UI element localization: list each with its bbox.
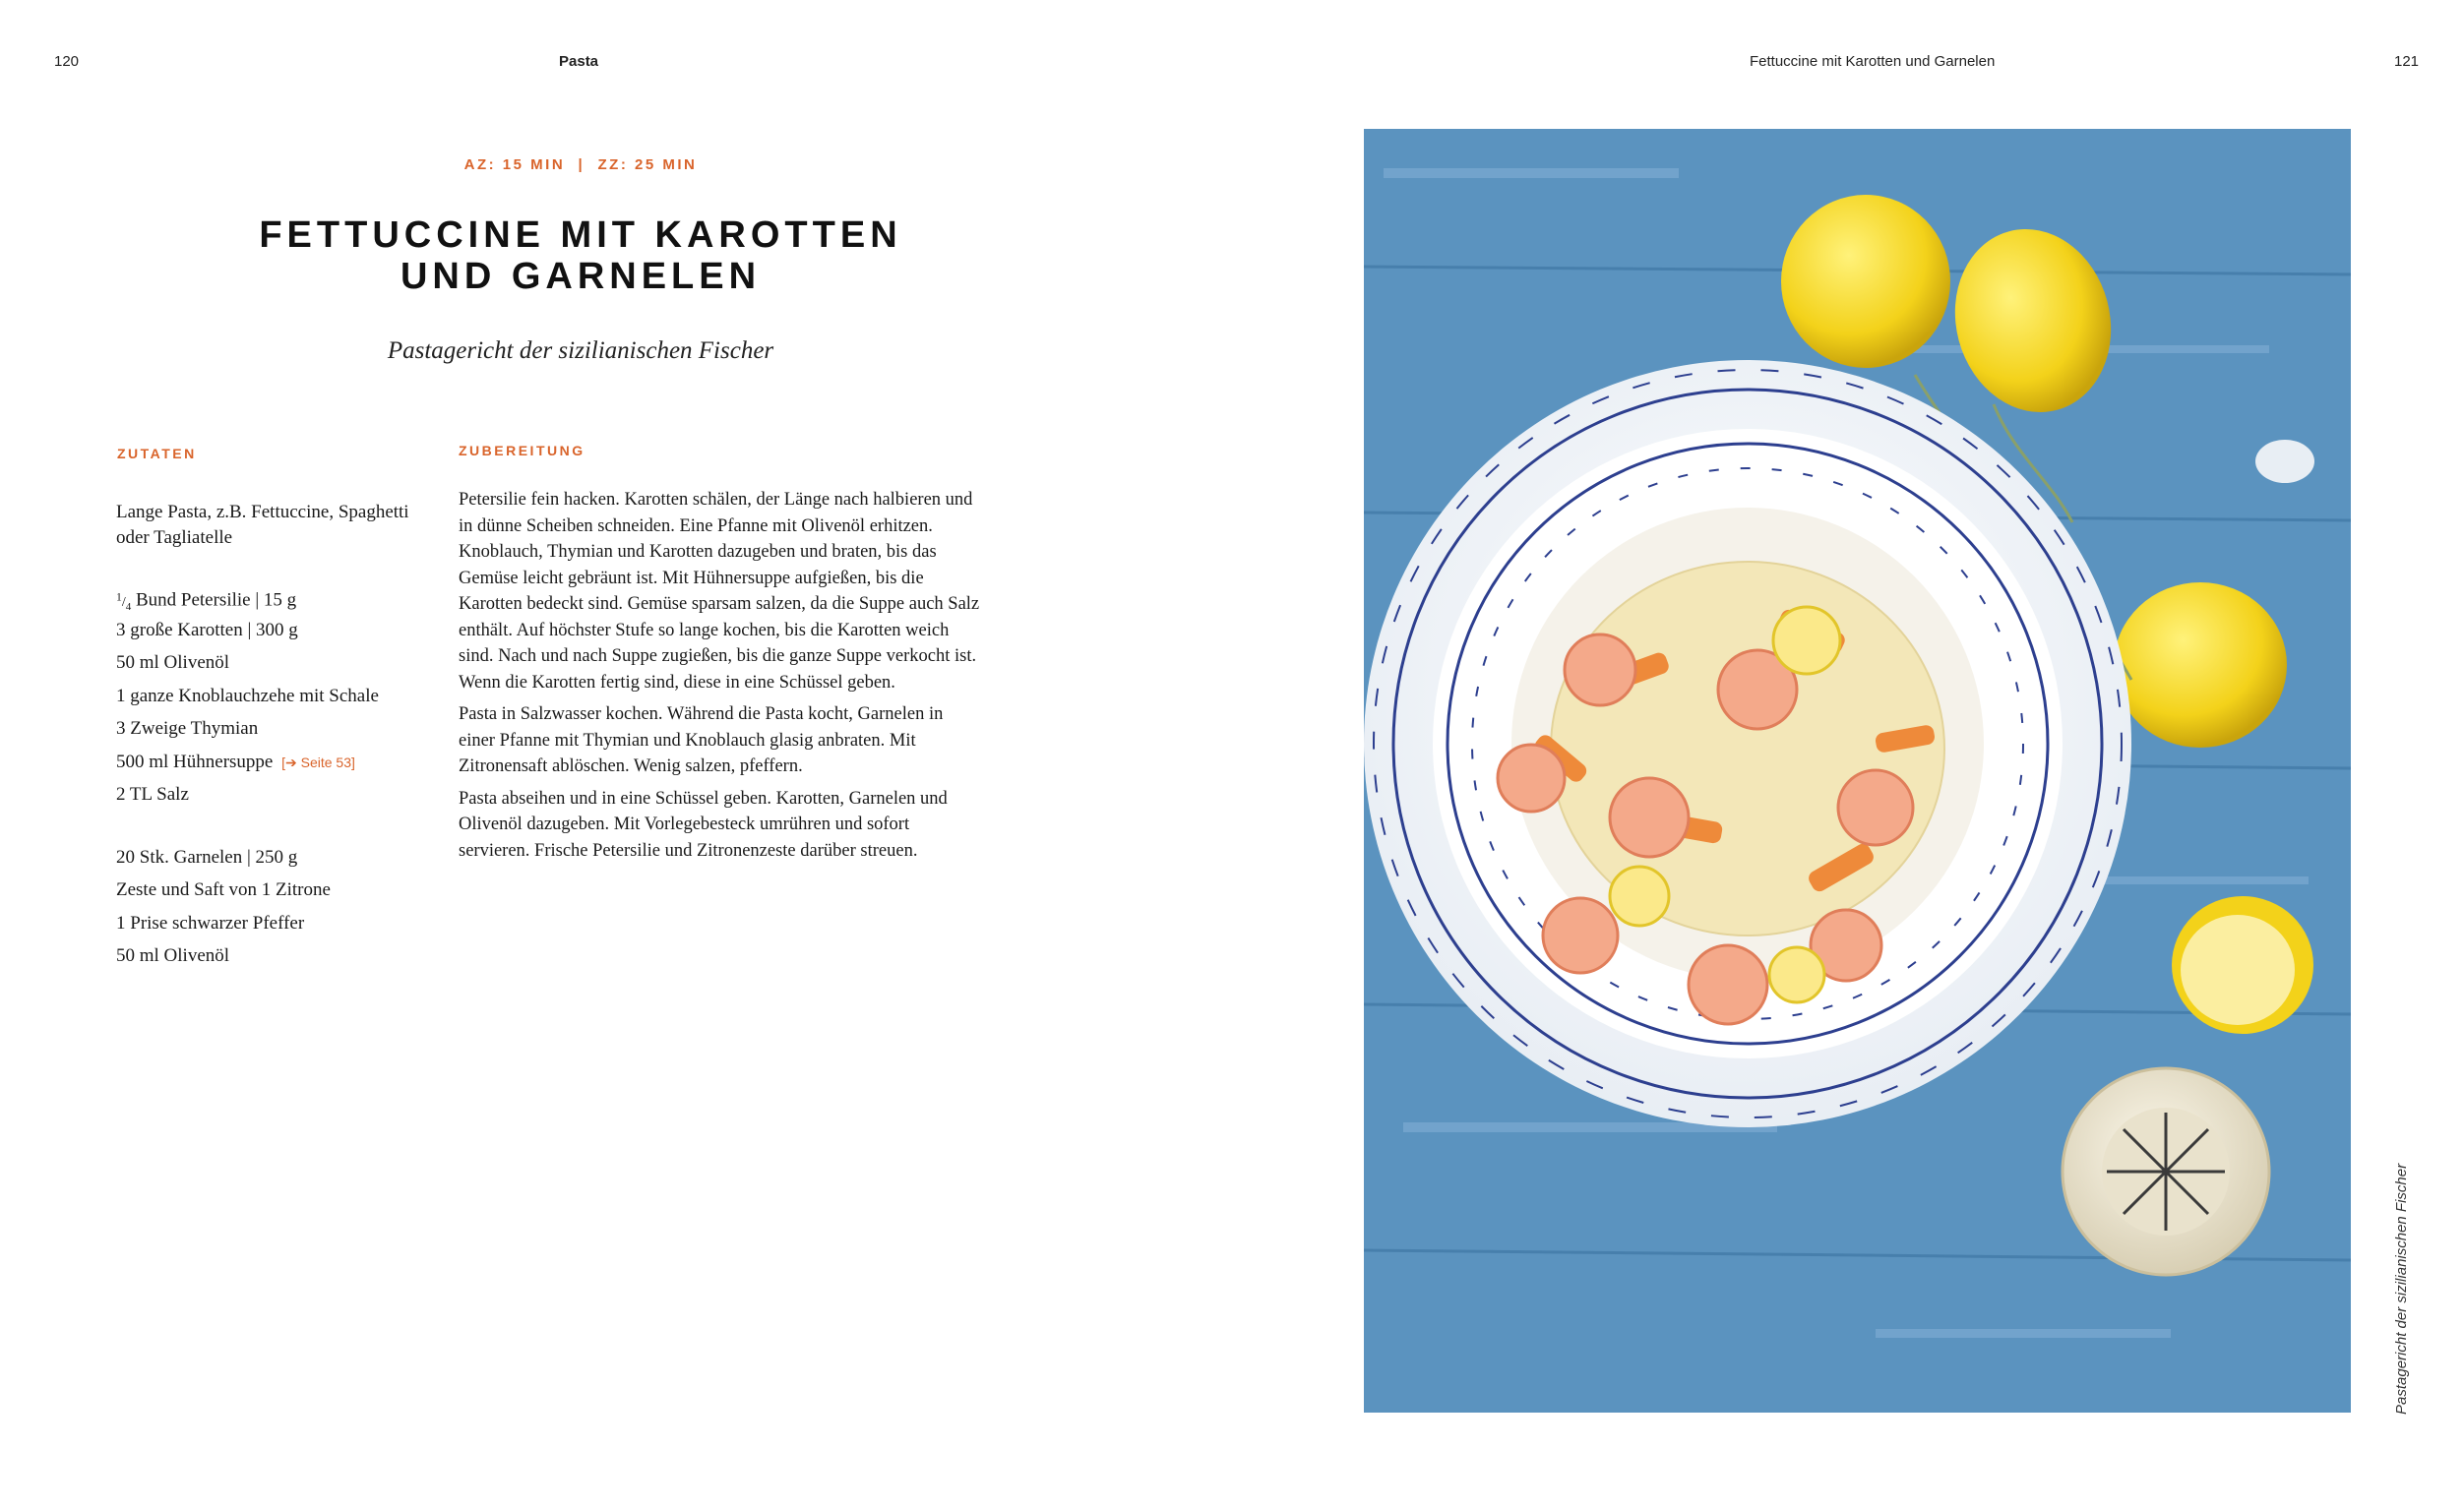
preparation-paragraph: Petersilie fein hacken. Karotten schälen, der Länge nach halbieren und in dünne Scheiben schneiden. Eine Pfanne mit Olivenöl erhitzen. Knoblauch, Thymian und Karotten dazugeben und braten, bis das Gemüse leicht gebräunt ist. Mit Hühnersuppe aufgießen, bis die Karotten bedeckt sind. Gemüse sparsam salzen, da die Suppe auch Salz enthält. Auf höchster Stufe so lange kochen, bis die Karotten weich sind. Nach und nach Suppe zugießen, bis die ganze Suppe verkocht ist. Wenn die Karotten fertig sind, diese in eine Schüssel geben. <box>459 490 980 693</box>
ingredient-item: Lange Pasta, z.B. Fettuccine, Spaghetti oder Tagliatelle <box>116 502 409 548</box>
photo-illustration <box>1364 129 2351 1413</box>
photo-caption: Pastagericht der sizilianischen Fischer <box>2393 1163 2410 1415</box>
ingredient-item: 50 ml Olivenöl <box>116 652 230 673</box>
ingredient-item: $^1/_4$ Bund Petersilie | 15 g <box>116 589 297 613</box>
ingredients-list <box>116 500 431 1002</box>
left-page-number: 120 <box>54 53 80 70</box>
ingredient-item: 1 ganze Knoblauchzehe mit Schale <box>116 685 379 706</box>
ingredients-label: ZUTATEN <box>117 446 197 461</box>
ingredient-group-2 <box>116 580 431 812</box>
ingredient-item: 3 Zweige Thymian <box>116 718 259 739</box>
ingredient-group-1 <box>116 500 431 551</box>
ingredient-item: Zeste und Saft von 1 Zitrone <box>116 879 331 900</box>
right-page-number: 121 <box>2394 53 2420 70</box>
recipe-title-line1: FETTUCCINE MIT KAROTTEN <box>259 214 902 256</box>
preparation-text <box>459 487 980 870</box>
ingredient-group-3 <box>116 841 431 973</box>
ingredient-item: 20 Stk. Garnelen | 250 g <box>116 846 298 868</box>
ingredient-item: 500 ml Hühnersuppe [➔ Seite 53] <box>116 751 355 772</box>
recipe-photo <box>1364 129 2351 1413</box>
running-title: Fettuccine mit Karotten und Garnelen <box>1750 53 1996 70</box>
ingredient-item: 3 große Karotten | 300 g <box>116 619 298 640</box>
recipe-title-line2: UND GARNELEN <box>400 256 762 297</box>
preparation-paragraph: Pasta in Salzwasser kochen. Während die Pasta kocht, Garnelen in einer Pfanne mit Thymian und Knoblauch glasig anbraten. Mit Zitronensaft ablöschen. Wenig salzen, pfeffern. <box>459 704 944 776</box>
recipe-subtitle: Pastagericht der sizilianischen Fischer <box>387 337 774 364</box>
page-cross-reference[interactable]: [➔ Seite 53] <box>281 754 355 770</box>
preparation-label: ZUBEREITUNG <box>459 443 585 458</box>
fraction: $^1/_4$ <box>116 590 132 613</box>
preparation-paragraph: Pasta abseihen und in eine Schüssel geben. Karotten, Garnelen und Olivenöl dazugeben. Mit Vorlegebesteck umrühren und sofort servieren. Frische Petersilie und Zitronenzeste darüber streuen. <box>459 788 948 861</box>
section-header: Pasta <box>559 53 599 70</box>
ingredient-item: 1 Prise schwarzer Pfeffer <box>116 912 305 934</box>
ingredient-item: 50 ml Olivenöl <box>116 945 230 966</box>
ingredient-item: 2 TL Salz <box>116 784 189 805</box>
recipe-title <box>0 214 1161 297</box>
prep-times: AZ: 15 MIN | ZZ: 25 MIN <box>463 156 698 173</box>
